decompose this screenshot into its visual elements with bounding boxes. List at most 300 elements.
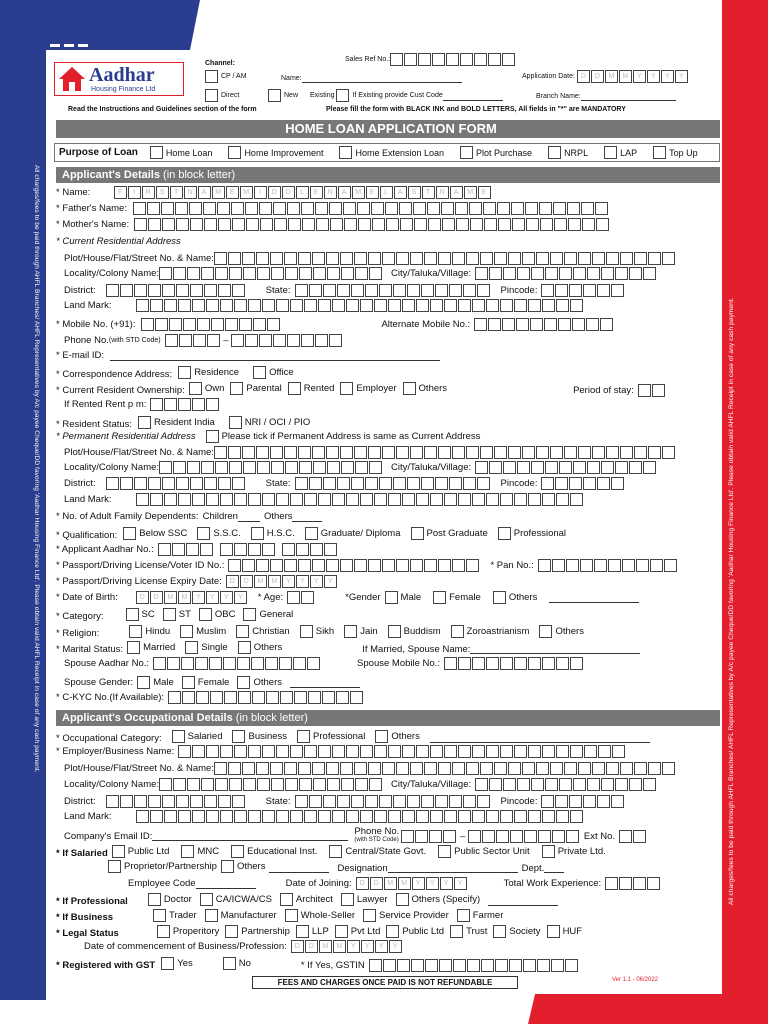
spouse-gender-other-field[interactable] xyxy=(290,678,360,688)
occ-district-box[interactable] xyxy=(204,795,217,808)
employer-box[interactable] xyxy=(402,745,415,758)
employer-box[interactable] xyxy=(220,745,233,758)
employer-box[interactable] xyxy=(346,745,359,758)
sales-ref-boxes[interactable] xyxy=(390,53,516,66)
occ-landmark-box[interactable] xyxy=(514,810,527,823)
purpose-checkbox[interactable] xyxy=(228,146,241,159)
perm-plot-box[interactable] xyxy=(298,446,311,459)
employer-box[interactable] xyxy=(248,745,261,758)
name-box[interactable]: D xyxy=(282,186,295,199)
pan-box[interactable] xyxy=(650,559,663,572)
father-name-box[interactable] xyxy=(133,202,146,215)
city-box[interactable] xyxy=(573,267,586,280)
mother-name-box[interactable] xyxy=(456,218,469,231)
occ-plot-box[interactable] xyxy=(284,762,297,775)
occ-plot-box[interactable] xyxy=(368,762,381,775)
district-box[interactable] xyxy=(162,284,175,297)
ext-box[interactable] xyxy=(633,830,646,843)
occ-landmark-box[interactable] xyxy=(444,810,457,823)
name-box[interactable]: M xyxy=(212,186,225,199)
passport-box[interactable] xyxy=(270,559,283,572)
purpose-checkbox[interactable] xyxy=(150,146,163,159)
occ-plot-box[interactable] xyxy=(522,762,535,775)
occ-landmark-box[interactable] xyxy=(472,810,485,823)
business-checkbox[interactable] xyxy=(363,909,376,922)
marital-checkbox[interactable] xyxy=(238,641,251,654)
occ-locality-box[interactable] xyxy=(299,778,312,791)
occ-district-box[interactable] xyxy=(106,795,119,808)
district-box[interactable] xyxy=(218,284,231,297)
perm-landmark-box[interactable] xyxy=(346,493,359,506)
employer-box[interactable] xyxy=(360,745,373,758)
header-name-field[interactable] xyxy=(302,73,462,83)
legal-checkbox[interactable] xyxy=(493,925,506,938)
occ-landmark-box[interactable] xyxy=(164,810,177,823)
pincode-box[interactable] xyxy=(611,284,624,297)
name-box[interactable]: M xyxy=(464,186,477,199)
ckyc-box[interactable] xyxy=(210,691,223,704)
perm-state-box[interactable] xyxy=(337,477,350,490)
occ-state-box[interactable] xyxy=(421,795,434,808)
spouse-gender-checkbox[interactable] xyxy=(137,676,150,689)
perm-landmark-box[interactable] xyxy=(444,493,457,506)
mobile-box[interactable] xyxy=(239,318,252,331)
phone-box[interactable] xyxy=(273,334,286,347)
occ-city-box[interactable] xyxy=(503,778,516,791)
landmark-box[interactable] xyxy=(234,299,247,312)
landmark-box[interactable] xyxy=(374,299,387,312)
spouse-gender-checkbox[interactable] xyxy=(182,676,195,689)
perm-landmark-box[interactable] xyxy=(542,493,555,506)
mother-name-box[interactable] xyxy=(148,218,161,231)
occ-city-box[interactable] xyxy=(573,778,586,791)
plot-box[interactable] xyxy=(634,252,647,265)
passport-box[interactable] xyxy=(340,559,353,572)
occ-category-checkbox[interactable] xyxy=(375,730,388,743)
plot-box[interactable] xyxy=(592,252,605,265)
occ-plot-box[interactable] xyxy=(452,762,465,775)
qualification-checkbox[interactable] xyxy=(123,527,136,540)
occ-state-box[interactable] xyxy=(407,795,420,808)
perm-plot-box[interactable] xyxy=(312,446,325,459)
spouse-mobile-box[interactable] xyxy=(542,657,555,670)
alt-mobile-box[interactable] xyxy=(572,318,585,331)
father-name-box[interactable] xyxy=(511,202,524,215)
children-field[interactable] xyxy=(238,512,260,522)
pan-box[interactable] xyxy=(608,559,621,572)
state-box[interactable] xyxy=(449,284,462,297)
dob-box[interactable]: Y xyxy=(206,591,219,604)
perm-landmark-box[interactable] xyxy=(276,493,289,506)
state-box[interactable] xyxy=(477,284,490,297)
perm-district-box[interactable] xyxy=(134,477,147,490)
spouse-mobile-box[interactable] xyxy=(570,657,583,670)
period-box[interactable] xyxy=(652,384,665,397)
new-checkbox[interactable] xyxy=(268,89,281,102)
occ-landmark-box[interactable] xyxy=(570,810,583,823)
name-box[interactable]: L xyxy=(380,186,393,199)
aadhar-box[interactable] xyxy=(158,543,171,556)
landmark-box[interactable] xyxy=(332,299,345,312)
occ-plot-box[interactable] xyxy=(550,762,563,775)
phone-box[interactable] xyxy=(245,334,258,347)
occ-phone-box[interactable] xyxy=(538,830,551,843)
mother-name-box[interactable] xyxy=(344,218,357,231)
gstin-box[interactable] xyxy=(565,959,578,972)
plot-box[interactable] xyxy=(522,252,535,265)
perm-state-box[interactable] xyxy=(407,477,420,490)
occ-landmark-box[interactable] xyxy=(528,810,541,823)
state-box[interactable] xyxy=(379,284,392,297)
perm-plot-box[interactable] xyxy=(424,446,437,459)
employer-box[interactable] xyxy=(178,745,191,758)
rent-box[interactable] xyxy=(192,398,205,411)
occ-std-box[interactable] xyxy=(415,830,428,843)
perm-plot-box[interactable] xyxy=(578,446,591,459)
occ-plot-box[interactable] xyxy=(634,762,647,775)
category-checkbox[interactable] xyxy=(163,608,176,621)
ckyc-box[interactable] xyxy=(280,691,293,704)
district-box[interactable] xyxy=(190,284,203,297)
landmark-box[interactable] xyxy=(542,299,555,312)
perm-city-box[interactable] xyxy=(503,461,516,474)
locality-box[interactable] xyxy=(271,267,284,280)
pincode-box[interactable] xyxy=(597,284,610,297)
phone-box[interactable] xyxy=(315,334,328,347)
perm-state-box[interactable] xyxy=(309,477,322,490)
locality-box[interactable] xyxy=(313,267,326,280)
occ-state-box[interactable] xyxy=(323,795,336,808)
dob-box[interactable]: M xyxy=(178,591,191,604)
state-box[interactable] xyxy=(351,284,364,297)
plot-box[interactable] xyxy=(550,252,563,265)
religion-checkbox[interactable] xyxy=(236,625,249,638)
district-box[interactable] xyxy=(106,284,119,297)
city-box[interactable] xyxy=(503,267,516,280)
perm-city-box[interactable] xyxy=(531,461,544,474)
occ-pincode-box[interactable] xyxy=(597,795,610,808)
occ-landmark-box[interactable] xyxy=(150,810,163,823)
city-box[interactable] xyxy=(601,267,614,280)
occ-landmark-box[interactable] xyxy=(346,810,359,823)
cp-am-checkbox[interactable] xyxy=(205,70,218,83)
occ-locality-box[interactable] xyxy=(159,778,172,791)
landmark-box[interactable] xyxy=(262,299,275,312)
occ-locality-box[interactable] xyxy=(313,778,326,791)
passport-box[interactable] xyxy=(298,559,311,572)
spouse-mobile-box[interactable] xyxy=(472,657,485,670)
passport-box[interactable] xyxy=(242,559,255,572)
gstin-box[interactable] xyxy=(369,959,382,972)
passport-box[interactable] xyxy=(382,559,395,572)
legal-checkbox[interactable] xyxy=(450,925,463,938)
perm-landmark-box[interactable] xyxy=(570,493,583,506)
occ-locality-box[interactable] xyxy=(355,778,368,791)
marital-checkbox[interactable] xyxy=(185,641,198,654)
occ-plot-box[interactable] xyxy=(494,762,507,775)
district-box[interactable] xyxy=(204,284,217,297)
perm-plot-box[interactable] xyxy=(214,446,227,459)
plot-box[interactable] xyxy=(438,252,451,265)
occ-plot-box[interactable] xyxy=(298,762,311,775)
employer-box[interactable] xyxy=(430,745,443,758)
phone-box[interactable] xyxy=(259,334,272,347)
perm-state-box[interactable] xyxy=(295,477,308,490)
religion-checkbox[interactable] xyxy=(129,625,142,638)
occ-plot-box[interactable] xyxy=(410,762,423,775)
perm-plot-box[interactable] xyxy=(550,446,563,459)
occ-category-checkbox[interactable] xyxy=(297,730,310,743)
name-box[interactable]: S xyxy=(408,186,421,199)
perm-landmark-box[interactable] xyxy=(304,493,317,506)
occ-district-box[interactable] xyxy=(218,795,231,808)
dep-others-field[interactable] xyxy=(292,512,322,522)
perm-pincode-box[interactable] xyxy=(597,477,610,490)
employer-box[interactable] xyxy=(318,745,331,758)
spouse-mobile-box[interactable] xyxy=(486,657,499,670)
name-box[interactable]: E xyxy=(366,186,379,199)
perm-landmark-box[interactable] xyxy=(136,493,149,506)
perm-landmark-box[interactable] xyxy=(528,493,541,506)
expiry-box[interactable]: Y xyxy=(310,575,323,588)
perm-plot-box[interactable] xyxy=(662,446,675,459)
district-box[interactable] xyxy=(120,284,133,297)
name-box[interactable]: M xyxy=(352,186,365,199)
perm-landmark-box[interactable] xyxy=(402,493,415,506)
perm-landmark-box[interactable] xyxy=(416,493,429,506)
occ-state-box[interactable] xyxy=(435,795,448,808)
occ-city-box[interactable] xyxy=(643,778,656,791)
occ-city-box[interactable] xyxy=(517,778,530,791)
name-box[interactable]: L xyxy=(296,186,309,199)
perm-plot-box[interactable] xyxy=(438,446,451,459)
landmark-box[interactable] xyxy=(402,299,415,312)
employer-box[interactable] xyxy=(528,745,541,758)
name-box[interactable]: T xyxy=(422,186,435,199)
perm-landmark-box[interactable] xyxy=(248,493,261,506)
plot-box[interactable] xyxy=(214,252,227,265)
alt-mobile-box[interactable] xyxy=(502,318,515,331)
father-name-box[interactable] xyxy=(203,202,216,215)
name-box[interactable]: R xyxy=(142,186,155,199)
total-exp-box[interactable] xyxy=(605,877,618,890)
name-box[interactable]: F xyxy=(114,186,127,199)
perm-locality-box[interactable] xyxy=(201,461,214,474)
mother-name-box[interactable] xyxy=(400,218,413,231)
perm-locality-box[interactable] xyxy=(369,461,382,474)
father-name-box[interactable] xyxy=(315,202,328,215)
employer-box[interactable] xyxy=(416,745,429,758)
mother-name-box[interactable] xyxy=(190,218,203,231)
gstin-box[interactable] xyxy=(453,959,466,972)
legal-checkbox[interactable] xyxy=(157,925,170,938)
employer-box[interactable] xyxy=(570,745,583,758)
perm-locality-box[interactable] xyxy=(243,461,256,474)
occ-state-box[interactable] xyxy=(449,795,462,808)
perm-locality-box[interactable] xyxy=(159,461,172,474)
occ-plot-box[interactable] xyxy=(508,762,521,775)
state-box[interactable] xyxy=(393,284,406,297)
occ-locality-box[interactable] xyxy=(369,778,382,791)
occ-plot-box[interactable] xyxy=(312,762,325,775)
father-name-box[interactable] xyxy=(231,202,244,215)
plot-box[interactable] xyxy=(508,252,521,265)
mobile-box[interactable] xyxy=(267,318,280,331)
name-box[interactable]: S xyxy=(156,186,169,199)
perm-landmark-box[interactable] xyxy=(360,493,373,506)
landmark-box[interactable] xyxy=(290,299,303,312)
occ-plot-box[interactable] xyxy=(396,762,409,775)
occ-landmark-box[interactable] xyxy=(220,810,233,823)
father-name-box[interactable] xyxy=(175,202,188,215)
perm-city-box[interactable] xyxy=(545,461,558,474)
mother-name-box[interactable] xyxy=(176,218,189,231)
pan-box[interactable] xyxy=(552,559,565,572)
perm-pincode-box[interactable] xyxy=(541,477,554,490)
alt-mobile-box[interactable] xyxy=(600,318,613,331)
locality-box[interactable] xyxy=(299,267,312,280)
occ-state-box[interactable] xyxy=(365,795,378,808)
std-box[interactable] xyxy=(179,334,192,347)
occ-landmark-box[interactable] xyxy=(500,810,513,823)
spouse-aadhar-box[interactable] xyxy=(279,657,292,670)
mother-name-box[interactable] xyxy=(302,218,315,231)
spouse-aadhar-box[interactable] xyxy=(153,657,166,670)
company-email-field[interactable] xyxy=(152,831,348,841)
city-box[interactable] xyxy=(643,267,656,280)
employer-box[interactable] xyxy=(304,745,317,758)
occ-landmark-box[interactable] xyxy=(542,810,555,823)
perm-plot-box[interactable] xyxy=(452,446,465,459)
passport-box[interactable] xyxy=(466,559,479,572)
commence-box[interactable]: Y xyxy=(347,940,360,953)
alt-mobile-box[interactable] xyxy=(544,318,557,331)
ownership-checkbox[interactable] xyxy=(189,382,202,395)
perm-plot-box[interactable] xyxy=(564,446,577,459)
father-name-box[interactable] xyxy=(441,202,454,215)
perm-city-box[interactable] xyxy=(489,461,502,474)
plot-box[interactable] xyxy=(480,252,493,265)
gender-checkbox[interactable] xyxy=(493,591,506,604)
district-box[interactable] xyxy=(232,284,245,297)
std-box[interactable] xyxy=(207,334,220,347)
occ-landmark-box[interactable] xyxy=(486,810,499,823)
ckyc-box[interactable] xyxy=(224,691,237,704)
commence-box[interactable]: Y xyxy=(361,940,374,953)
employer-box[interactable] xyxy=(374,745,387,758)
plot-box[interactable] xyxy=(312,252,325,265)
employer-box[interactable] xyxy=(612,745,625,758)
designation-field[interactable] xyxy=(388,863,518,873)
plot-box[interactable] xyxy=(228,252,241,265)
name-box[interactable]: E xyxy=(310,186,323,199)
perm-landmark-box[interactable] xyxy=(332,493,345,506)
dob-box[interactable]: D xyxy=(136,591,149,604)
religion-checkbox[interactable] xyxy=(388,625,401,638)
employer-box[interactable] xyxy=(192,745,205,758)
mother-name-box[interactable] xyxy=(484,218,497,231)
perm-district-box[interactable] xyxy=(204,477,217,490)
salaried-checkbox[interactable] xyxy=(112,845,125,858)
occ-plot-box[interactable] xyxy=(326,762,339,775)
employer-box[interactable] xyxy=(584,745,597,758)
phone-box[interactable] xyxy=(301,334,314,347)
landmark-box[interactable] xyxy=(248,299,261,312)
perm-city-box[interactable] xyxy=(601,461,614,474)
passport-box[interactable] xyxy=(256,559,269,572)
perm-plot-box[interactable] xyxy=(536,446,549,459)
name-box[interactable]: E xyxy=(226,186,239,199)
mother-name-box[interactable] xyxy=(554,218,567,231)
religion-checkbox[interactable] xyxy=(539,625,552,638)
occ-landmark-box[interactable] xyxy=(416,810,429,823)
pincode-box[interactable] xyxy=(569,284,582,297)
perm-plot-box[interactable] xyxy=(284,446,297,459)
occ-landmark-box[interactable] xyxy=(136,810,149,823)
landmark-box[interactable] xyxy=(360,299,373,312)
occ-plot-box[interactable] xyxy=(578,762,591,775)
landmark-box[interactable] xyxy=(472,299,485,312)
occ-landmark-box[interactable] xyxy=(304,810,317,823)
mother-name-box[interactable] xyxy=(246,218,259,231)
legal-checkbox[interactable] xyxy=(386,925,399,938)
salaried-checkbox[interactable] xyxy=(438,845,451,858)
occ-pincode-box[interactable] xyxy=(583,795,596,808)
dob-box[interactable]: D xyxy=(150,591,163,604)
commence-box[interactable]: Y xyxy=(375,940,388,953)
mobile-box[interactable] xyxy=(141,318,154,331)
ckyc-box[interactable] xyxy=(322,691,335,704)
landmark-box[interactable] xyxy=(150,299,163,312)
city-box[interactable] xyxy=(475,267,488,280)
business-checkbox[interactable] xyxy=(153,909,166,922)
locality-box[interactable] xyxy=(173,267,186,280)
mother-name-box[interactable] xyxy=(568,218,581,231)
occ-phone-box[interactable] xyxy=(496,830,509,843)
commence-box[interactable]: Y xyxy=(389,940,402,953)
father-name-box[interactable] xyxy=(413,202,426,215)
occ-district-box[interactable] xyxy=(148,795,161,808)
business-checkbox[interactable] xyxy=(285,909,298,922)
occ-landmark-box[interactable] xyxy=(276,810,289,823)
occ-pincode-box[interactable] xyxy=(611,795,624,808)
dob-box[interactable]: M xyxy=(164,591,177,604)
occ-city-box[interactable] xyxy=(559,778,572,791)
alt-mobile-box[interactable] xyxy=(474,318,487,331)
salaried-checkbox[interactable] xyxy=(542,845,555,858)
perm-locality-box[interactable] xyxy=(327,461,340,474)
occ-category-checkbox[interactable] xyxy=(232,730,245,743)
plot-box[interactable] xyxy=(340,252,353,265)
father-name-box[interactable] xyxy=(469,202,482,215)
purpose-checkbox[interactable] xyxy=(548,146,561,159)
occ-landmark-box[interactable] xyxy=(178,810,191,823)
occ-phone-box[interactable] xyxy=(524,830,537,843)
occ-city-box[interactable] xyxy=(475,778,488,791)
father-name-box[interactable] xyxy=(455,202,468,215)
total-exp-box[interactable] xyxy=(619,877,632,890)
locality-box[interactable] xyxy=(159,267,172,280)
plot-box[interactable] xyxy=(242,252,255,265)
mobile-box[interactable] xyxy=(211,318,224,331)
father-name-box[interactable] xyxy=(287,202,300,215)
father-name-box[interactable] xyxy=(189,202,202,215)
salaried2-checkbox[interactable] xyxy=(108,860,121,873)
gender-checkbox[interactable] xyxy=(385,591,398,604)
pincode-box[interactable] xyxy=(555,284,568,297)
father-name-box[interactable] xyxy=(553,202,566,215)
occ-landmark-box[interactable] xyxy=(290,810,303,823)
